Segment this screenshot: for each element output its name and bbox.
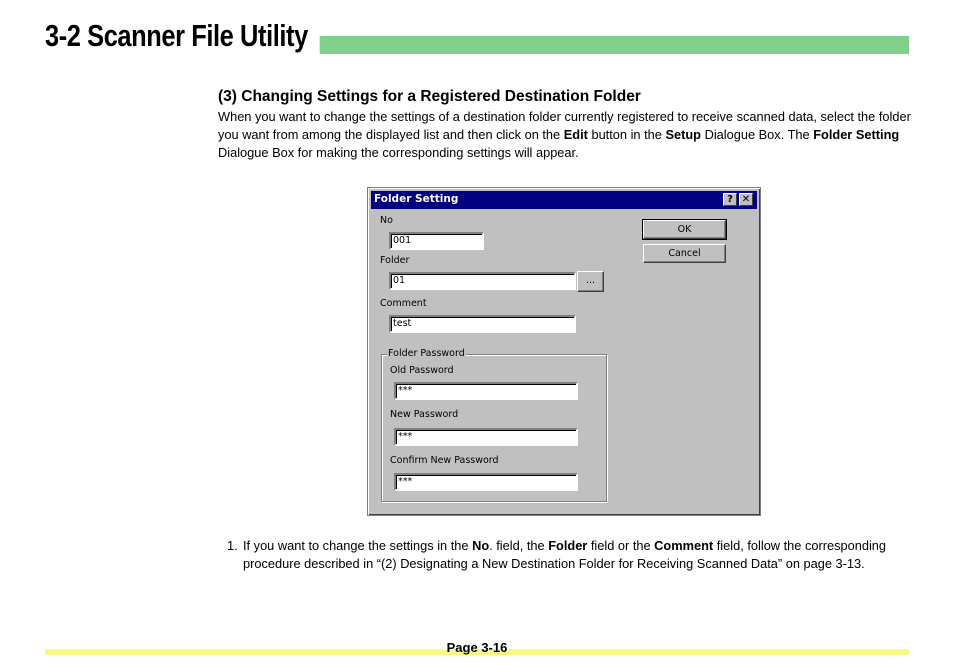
para-text: Dialogue Box. The bbox=[701, 127, 814, 142]
note-item bbox=[218, 537, 918, 573]
dialog-title: Folder Setting bbox=[374, 193, 459, 205]
note-bold-comment: Comment bbox=[654, 538, 714, 553]
folder-setting-dialog bbox=[367, 187, 761, 516]
browse-button[interactable]: ... bbox=[577, 271, 604, 292]
page-number-wrap bbox=[0, 640, 954, 655]
note-text: field or the bbox=[587, 538, 655, 553]
note-number: 1. bbox=[227, 538, 238, 553]
note-bold-no: No bbox=[472, 538, 490, 553]
no-field[interactable]: 001 bbox=[389, 232, 484, 250]
new-password-label: New Password bbox=[390, 409, 459, 420]
note-bold-folder: Folder bbox=[548, 538, 588, 553]
para-text: button in the bbox=[587, 127, 666, 142]
para-text: Dialogue Box for making the corresponding settings will appear. bbox=[218, 145, 579, 160]
new-password-field[interactable]: *** bbox=[394, 428, 578, 446]
dialog-titlebar[interactable] bbox=[371, 191, 757, 209]
help-button[interactable]: ? bbox=[723, 193, 737, 206]
comment-label: Comment bbox=[380, 298, 427, 309]
section-subtitle: (3) Changing Settings for a Registered Destination Folder bbox=[218, 88, 641, 105]
para-bold-edit: Edit bbox=[563, 127, 588, 142]
folder-password-legend: Folder Password bbox=[388, 348, 465, 359]
confirm-password-label: Confirm New Password bbox=[390, 455, 499, 466]
page-number: Page 3-16 bbox=[446, 640, 508, 655]
page-title: 3-2 Scanner File Utility bbox=[45, 16, 319, 56]
note-text: If you want to change the settings in the bbox=[243, 538, 473, 553]
folder-field[interactable]: 01 bbox=[389, 272, 576, 290]
close-button[interactable]: ✕ bbox=[739, 193, 753, 206]
para-bold-setup: Setup bbox=[665, 127, 702, 142]
comment-field[interactable]: test bbox=[389, 315, 576, 333]
para-text: When you want to change the settings of a destination folder currently registered to receive scanned data, select the folder you want from among the displayed list and then click on the bbox=[218, 109, 911, 142]
ok-button[interactable]: OK bbox=[643, 220, 726, 239]
confirm-password-field[interactable]: *** bbox=[394, 473, 578, 491]
cancel-button[interactable]: Cancel bbox=[643, 244, 726, 263]
old-password-field[interactable]: *** bbox=[394, 382, 578, 400]
old-password-label: Old Password bbox=[390, 365, 454, 376]
note-text: . field, the bbox=[489, 538, 549, 553]
para-bold-folder-setting: Folder Setting bbox=[813, 127, 900, 142]
intro-paragraph bbox=[218, 108, 918, 162]
folder-label: Folder bbox=[380, 255, 410, 266]
no-label: No bbox=[380, 215, 393, 226]
note-text: field, follow the corresponding procedure described in “(2) Designating a New Destination Folder for Receiving Scanned Data” on page 3-13. bbox=[243, 538, 887, 571]
